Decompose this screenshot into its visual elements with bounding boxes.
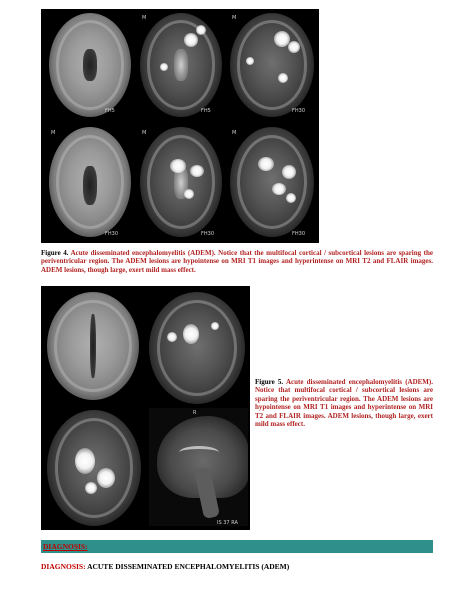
caption-body: Acute disseminated encephalomyelitis (ADEM). Notice that multifocal cortical / subcortical lesions are sparing the periventricular region. The ADEM lesions are hypointense on MRI T1 images and hyperintense on MRI T2 and FLAIR images. ADEM lesions, though large, exert mild mass effect. <box>255 378 433 429</box>
mri-axial-t2-image <box>140 127 222 237</box>
image-label: R <box>193 410 197 416</box>
mri-axial-flair-image <box>230 13 314 117</box>
figure-5-caption <box>255 378 433 428</box>
image-label: FH5 <box>201 108 211 114</box>
mri-axial-t2-image <box>149 292 245 404</box>
image-label: IS 37 RA <box>217 520 238 526</box>
image-label: FH30 <box>292 108 305 114</box>
caption-body: Acute disseminated encephalomyelitis (ADEM). Notice that the multifocal cortical / subcortical lesions are sparing the periventricular region. The ADEM lesions are hypointense on MRI T1 images and hyperintense on MRI T2 and FLAIR images. ADEM lesions, though large, exert mild mass effect. <box>41 249 433 274</box>
diagnosis-value: ACUTE DISSEMINATED ENCEPHALOMYELITIS (ADEM) <box>87 562 290 571</box>
mri-sagittal-image <box>149 408 248 526</box>
mri-axial-flair-image <box>47 410 141 526</box>
image-label: M <box>51 130 56 136</box>
image-label: M <box>142 130 147 136</box>
mri-axial-t2-image <box>140 13 222 117</box>
image-label: FH5 <box>105 108 115 114</box>
image-label: M <box>142 15 147 21</box>
mri-axial-t1-image <box>47 292 139 400</box>
caption-lead: Figure 4. <box>41 249 69 257</box>
image-label: M <box>232 15 237 21</box>
diagnosis-line <box>41 562 289 571</box>
figure-4-mri-grid <box>41 9 319 243</box>
mri-axial-t1-image <box>49 127 131 237</box>
diagnosis-key: DIAGNOSIS: <box>41 562 86 571</box>
diagnosis-header-label: DIAGNOSIS: <box>43 542 88 551</box>
mri-axial-t1-image <box>49 13 131 117</box>
mri-axial-flair-image <box>230 127 314 237</box>
image-label: FH30 <box>292 231 305 237</box>
image-label: M <box>232 130 237 136</box>
image-label: FH30 <box>105 231 118 237</box>
caption-lead: Figure 5. <box>255 378 284 386</box>
diagnosis-header-bar <box>41 540 433 553</box>
figure-5-mri-grid <box>41 286 250 530</box>
figure-4-caption <box>41 249 433 274</box>
image-label: FH30 <box>201 231 214 237</box>
